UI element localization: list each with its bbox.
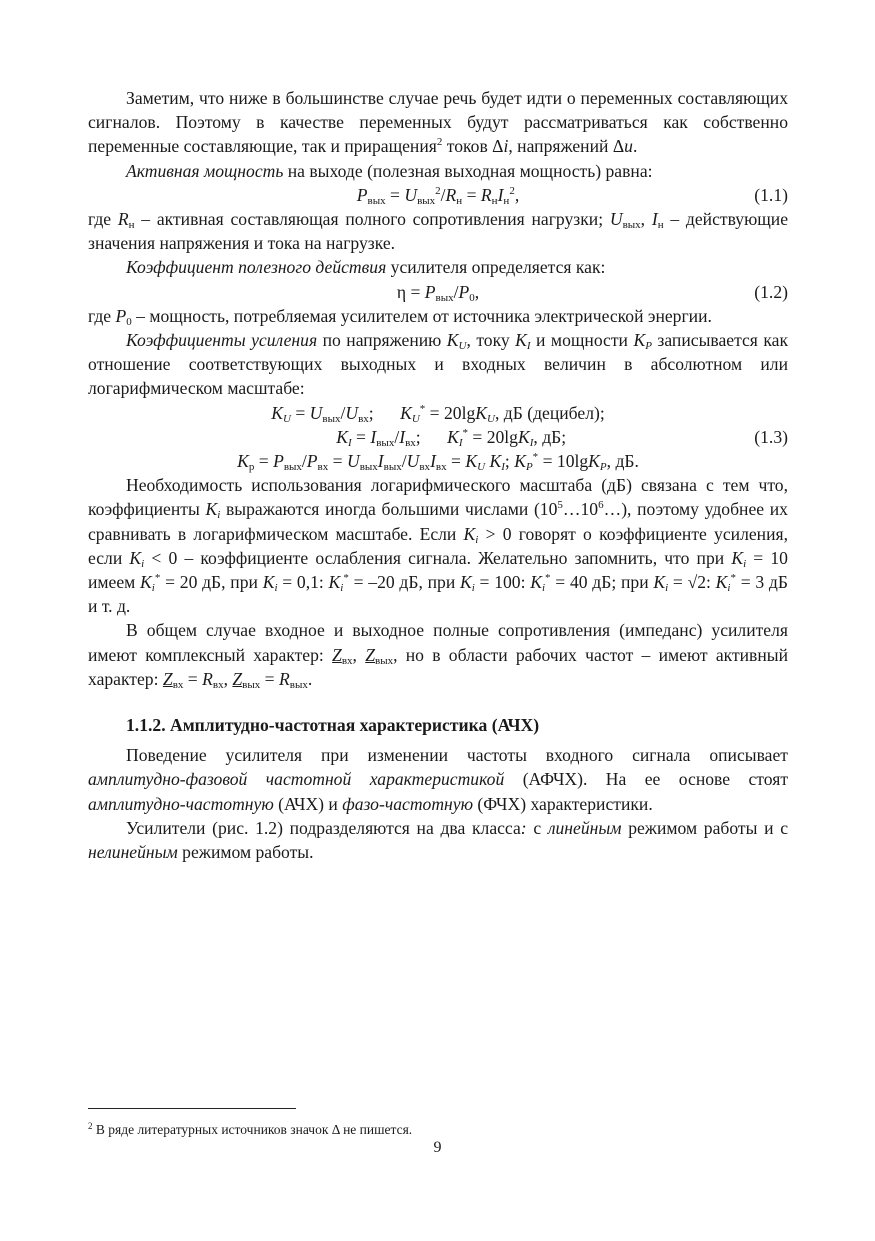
paragraph-amplifier-classes: Усилители (рис. 1.2) подразделяются на два класса: с линейным режимом работы и с нелинейным режимом работы. (88, 817, 789, 863)
footnote-divider (88, 1108, 296, 1109)
section-heading: 1.1.2. Амплитудно-частотная характеристика (АЧХ) (126, 715, 540, 736)
formula-1-3-row-2: $K_I = I_{вых}/I_{вх}$; $K_I^* = 20\lg K_I$, дБ; (336, 426, 567, 449)
formula-number: (1.1) (754, 184, 788, 205)
paragraph-load-resistance: где $R_н$ – активная составляющая полного сопротивления нагрузки; $U_{вых}$, $I_н$ – действующие значения напряжения и тока на нагрузке. (88, 209, 789, 254)
formula-1-1: $P_{вых} = U_{вых}^2/R_н = R_нI_н^2$, (1.1) (356, 184, 788, 207)
paragraph-frequency-response: Поведение усилителя при изменении частоты входного сигнала описывает амплитудно-фазовой частотной характеристикой (АФЧХ). На ее основе стоят амплитудно-частотную (АЧХ) и фазо-частотную (ФЧХ) характеристики. (88, 745, 789, 814)
paragraph-impedance: В общем случае входное и выходное полные сопротивления (импеданс) усилителя имеют комплексный характер: $Z_{вх}$, $Z_{вых}$, но в области рабочих частот – имеют активный характер: $Z_{вх} = R_{вх}$, $Z_{вых} = R_{вых}$. (88, 620, 789, 691)
paragraph-log-scale: Необходимость использования логарифмического масштаба (дБ) связана с тем что, коэффициенты $K_i$ выражаются иногда большими числами $(10^5\dots 10^6\dots)$, поэтому удобнее их сравнивать в логарифмическом масштабе. Если $K_i > 0$ говорят о коэффициенте усиления, если $K_i < 0$ – коэффициенте ослабления сигнала. Желательно запомнить, что при $K_i = 10$ имеем $K_i^* = 20$ дБ, при $K_i = 0,1$: $K_i^* = -20$ дБ, при $K_i = 100$: $K_i^* = 40$ дБ; при $K_i = √2$: $K_i^* = 3$ дБ и т. д. (88, 475, 788, 617)
formula-1-2: $\eta = P_{вых}/P_0$, (1.2) (396, 281, 788, 304)
page-number: 9 (433, 1139, 442, 1156)
formula-1-3 (88, 401, 788, 474)
paragraph-gain-coefficients: Коэффициенты усиления по напряжению $K_U$, току $K_I$ и мощности $K_P$ записывается как отношение соответствующих выходных и входных величин в абсолютном или логарифмическом масштабе: (88, 330, 788, 399)
formula-1-3-row-1: $K_U = U_{вых}/U_{вх}$; $K_U^* = 20\lg K_U$, дБ (децибел); (271, 402, 605, 425)
formula-number: (1.2) (754, 281, 788, 302)
paragraph-efficiency: Коэффициент полезного действия усилителя определяется как: (126, 257, 606, 278)
paragraph-active-power: Активная мощность на выходе (полезная выходная мощность) равна: (126, 160, 653, 181)
paragraph-variable-components: Заметим, что ниже в большинстве случае речь будет идти о переменных составляющих сигналов. Поэтому в качестве переменных будут рассматриваться как собственно переменные составляющие, так и приращения$^2$ токов Δi, напряжений Δu. (88, 88, 788, 157)
page-body (88, 86, 788, 864)
paragraph-consumed-power: где $P_0$ – мощность, потребляемая усилителем от источника электрической энергии. (88, 305, 712, 328)
formula-number: (1.3) (754, 426, 788, 447)
footnote: $^2$ В ряде литературных источников значок Δ не пишется. (88, 1121, 413, 1137)
formula-1-3-row-3: $K_р = P_{вых}/P_{вх} = U_{вых}I_{вых}/U_{вх}I_{вх} = K_U$ $K_I$; $K_P^* = 10\lg K_P$, дБ. (237, 451, 639, 473)
